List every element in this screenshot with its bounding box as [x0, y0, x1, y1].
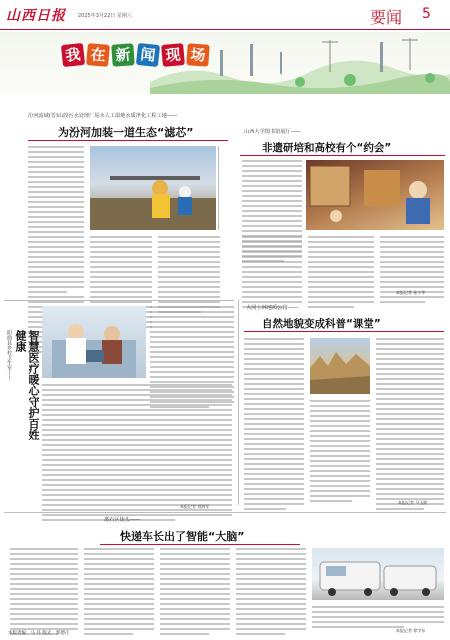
article2-body-col2 — [242, 236, 302, 311]
article5-photo — [312, 548, 444, 600]
article4-body-col2 — [310, 400, 370, 505]
article2-headline: 非遗研培和高校有个“约会” — [262, 142, 392, 154]
article4-kicker: 大同土林地质公园—— — [246, 305, 298, 311]
divider — [240, 155, 445, 156]
article5-body-col1 — [10, 548, 78, 638]
article3-byline: 本报记者 刘海军 — [180, 504, 210, 509]
article4-byline: 本报记者 马玉婷 — [398, 500, 428, 505]
article2-kicker: 山西大学图书馆展厅—— — [244, 129, 302, 135]
divider — [4, 512, 446, 513]
article5-headline: 快递车长出了智能“大脑” — [120, 530, 245, 543]
article4-headline: 自然地貌变成科普“课堂” — [262, 318, 381, 330]
article3-body-col2 — [42, 384, 232, 524]
banner-char: 现 — [161, 43, 185, 67]
divider — [244, 331, 444, 332]
earth-forest-photo-illustration — [310, 338, 370, 394]
article3-headline: 智慧医疗暖心守护百姓健康 — [14, 330, 40, 440]
banner-char: 场 — [186, 43, 209, 66]
article1-kicker: 汾河流域(晋)山段污水处理厂尾水人工湿地水质净化工程工地—— — [28, 113, 178, 119]
article4-photo — [310, 338, 370, 394]
article5-body-col3 — [160, 548, 230, 638]
clinic-photo-illustration — [42, 306, 146, 378]
article1-body-col3 — [158, 236, 220, 316]
banner-char: 我 — [61, 43, 85, 67]
article2-body-col3 — [308, 236, 374, 311]
exhibition-photo-illustration — [306, 160, 444, 230]
divider — [4, 300, 234, 301]
section-name: 要闻 — [370, 8, 403, 27]
divider — [100, 544, 300, 545]
banner-char: 新 — [111, 43, 134, 66]
article5-body-col2 — [84, 548, 154, 638]
paper-name: 山西日报 — [6, 8, 66, 24]
banner-char: 在 — [86, 43, 110, 67]
masthead — [0, 0, 450, 30]
article1-photo — [90, 146, 216, 230]
divider — [218, 146, 219, 230]
article3-kicker: 阳曲县乡村卫生室—— — [6, 330, 12, 380]
article5-body-col4 — [236, 548, 306, 638]
banner-char: 闻 — [136, 43, 160, 67]
column-banner — [0, 32, 450, 94]
banner-title — [62, 44, 209, 66]
article5-kicker: 离石区街头—— — [104, 517, 141, 523]
article5-byline: 本报记者 徐学东 — [396, 628, 426, 633]
article4-body-col1 — [244, 338, 304, 513]
article2-photo — [306, 160, 444, 230]
divider — [238, 300, 239, 505]
page-number: 5 — [422, 6, 431, 22]
article2-byline: 本报记者 张少华 — [396, 290, 426, 295]
paper-date: 2025年3月22日 星期六 — [78, 13, 132, 19]
article1-headline: 为汾河加装一道生态“滤芯” — [58, 126, 194, 139]
article3-photo — [42, 306, 146, 378]
page-editor-credit: 本版责编：马 丹 版式：郭德正 — [8, 631, 70, 636]
divider — [28, 140, 228, 141]
worker-photo-illustration — [90, 146, 216, 230]
delivery-van-photo-illustration — [312, 548, 444, 600]
article4-body-col3 — [376, 338, 444, 513]
